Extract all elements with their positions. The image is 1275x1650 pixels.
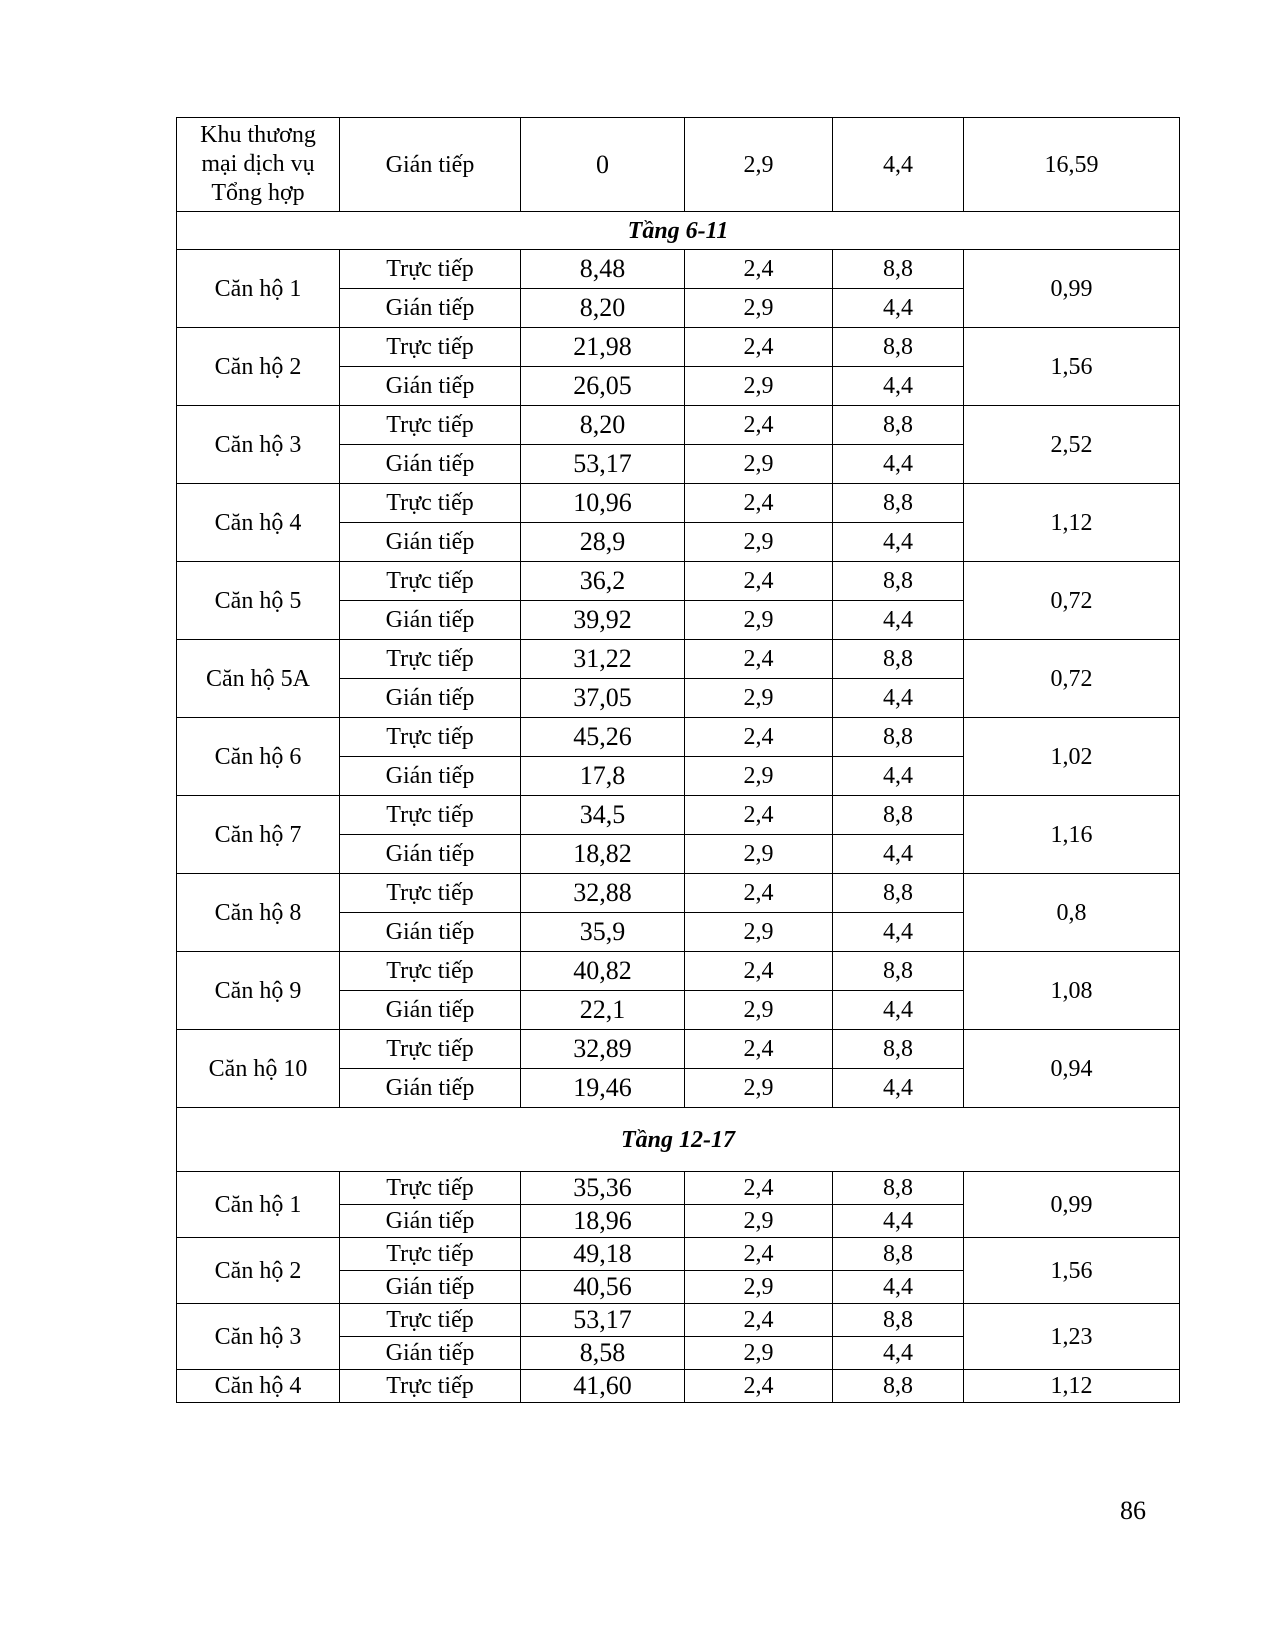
factor-a-cell: 2,9 — [685, 1337, 833, 1370]
factor-a-cell: 2,4 — [685, 874, 833, 913]
result-cell: 0,99 — [964, 1172, 1180, 1238]
factor-b-cell: 8,8 — [833, 640, 964, 679]
value-cell: 21,98 — [521, 328, 685, 367]
value-cell: 53,17 — [521, 1304, 685, 1337]
type-cell: Trực tiếp — [340, 718, 521, 757]
type-cell: Trực tiếp — [340, 1030, 521, 1069]
value-cell: 41,60 — [521, 1370, 685, 1403]
type-cell: Trực tiếp — [340, 562, 521, 601]
type-cell: Gián tiếp — [340, 757, 521, 796]
unit-name-cell: Căn hộ 2 — [177, 328, 340, 406]
table-row — [177, 640, 1180, 679]
factor-a-cell: 2,9 — [685, 445, 833, 484]
factor-b-cell: 4,4 — [833, 118, 964, 212]
table-row — [177, 1172, 1180, 1205]
factor-b-cell: 4,4 — [833, 835, 964, 874]
factor-b-cell: 4,4 — [833, 757, 964, 796]
factor-b-cell: 8,8 — [833, 328, 964, 367]
factor-a-cell: 2,4 — [685, 328, 833, 367]
factor-a-cell: 2,4 — [685, 1172, 833, 1205]
unit-name-cell: Căn hộ 4 — [177, 1370, 340, 1403]
factor-a-cell: 2,9 — [685, 118, 833, 212]
table-row — [177, 718, 1180, 757]
result-cell: 0,72 — [964, 640, 1180, 718]
factor-b-cell: 4,4 — [833, 1271, 964, 1304]
result-cell: 1,56 — [964, 328, 1180, 406]
factor-b-cell: 4,4 — [833, 913, 964, 952]
table-row — [177, 1304, 1180, 1337]
value-cell: 18,96 — [521, 1205, 685, 1238]
value-cell: 18,82 — [521, 835, 685, 874]
factor-b-cell: 8,8 — [833, 874, 964, 913]
type-cell: Gián tiếp — [340, 601, 521, 640]
value-cell: 49,18 — [521, 1238, 685, 1271]
factor-b-cell: 4,4 — [833, 289, 964, 328]
factor-b-cell: 8,8 — [833, 952, 964, 991]
type-cell: Trực tiếp — [340, 952, 521, 991]
type-cell: Gián tiếp — [340, 1337, 521, 1370]
type-cell: Trực tiếp — [340, 328, 521, 367]
result-cell: 1,23 — [964, 1304, 1180, 1370]
type-cell: Trực tiếp — [340, 406, 521, 445]
result-cell: 1,02 — [964, 718, 1180, 796]
factor-a-cell: 2,9 — [685, 1069, 833, 1108]
table-row — [177, 328, 1180, 367]
value-cell: 37,05 — [521, 679, 685, 718]
factor-a-cell: 2,9 — [685, 991, 833, 1030]
value-cell: 40,82 — [521, 952, 685, 991]
table-row — [177, 1030, 1180, 1069]
table-row — [177, 874, 1180, 913]
factor-b-cell: 4,4 — [833, 523, 964, 562]
value-cell: 39,92 — [521, 601, 685, 640]
table-row — [177, 1238, 1180, 1271]
factor-a-cell: 2,4 — [685, 250, 833, 289]
unit-name-cell: Căn hộ 5 — [177, 562, 340, 640]
section-header-row — [177, 1108, 1180, 1172]
table-body — [177, 118, 1180, 1403]
value-cell: 45,26 — [521, 718, 685, 757]
result-cell: 1,12 — [964, 484, 1180, 562]
factor-b-cell: 8,8 — [833, 796, 964, 835]
factor-b-cell: 4,4 — [833, 679, 964, 718]
result-cell: 1,12 — [964, 1370, 1180, 1403]
table-row — [177, 250, 1180, 289]
factor-b-cell: 4,4 — [833, 991, 964, 1030]
type-cell: Gián tiếp — [340, 118, 521, 212]
type-cell: Gián tiếp — [340, 1069, 521, 1108]
value-cell: 40,56 — [521, 1271, 685, 1304]
factor-a-cell: 2,4 — [685, 1304, 833, 1337]
type-cell: Trực tiếp — [340, 640, 521, 679]
value-cell: 32,88 — [521, 874, 685, 913]
result-cell: 0,72 — [964, 562, 1180, 640]
unit-name-cell: Căn hộ 6 — [177, 718, 340, 796]
factor-b-cell: 8,8 — [833, 1238, 964, 1271]
table-row — [177, 406, 1180, 445]
factor-a-cell: 2,9 — [685, 367, 833, 406]
type-cell: Trực tiếp — [340, 250, 521, 289]
type-cell: Gián tiếp — [340, 445, 521, 484]
type-cell: Trực tiếp — [340, 874, 521, 913]
factor-b-cell: 8,8 — [833, 1030, 964, 1069]
value-cell: 32,89 — [521, 1030, 685, 1069]
result-cell: 1,16 — [964, 796, 1180, 874]
result-cell: 0,99 — [964, 250, 1180, 328]
result-cell: 0,94 — [964, 1030, 1180, 1108]
table-row — [177, 484, 1180, 523]
unit-name-cell: Căn hộ 3 — [177, 406, 340, 484]
factor-a-cell: 2,9 — [685, 601, 833, 640]
unit-name-cell: Căn hộ 3 — [177, 1304, 340, 1370]
value-cell: 8,20 — [521, 406, 685, 445]
factor-b-cell: 4,4 — [833, 1337, 964, 1370]
factor-b-cell: 4,4 — [833, 1205, 964, 1238]
table-row — [177, 796, 1180, 835]
type-cell: Gián tiếp — [340, 289, 521, 328]
unit-name-cell: Căn hộ 1 — [177, 250, 340, 328]
section-title: Tầng 12-17 — [177, 1108, 1180, 1172]
value-cell: 28,9 — [521, 523, 685, 562]
factor-a-cell: 2,4 — [685, 1238, 833, 1271]
factor-b-cell: 4,4 — [833, 445, 964, 484]
data-table — [176, 117, 1180, 1403]
factor-b-cell: 8,8 — [833, 1370, 964, 1403]
unit-name-cell: Căn hộ 4 — [177, 484, 340, 562]
value-cell: 19,46 — [521, 1069, 685, 1108]
factor-a-cell: 2,4 — [685, 640, 833, 679]
factor-b-cell: 4,4 — [833, 1069, 964, 1108]
page-number: 86 — [1120, 1496, 1146, 1525]
value-cell: 53,17 — [521, 445, 685, 484]
factor-a-cell: 2,9 — [685, 523, 833, 562]
type-cell: Trực tiếp — [340, 1172, 521, 1205]
value-cell: 17,8 — [521, 757, 685, 796]
unit-name-cell: Căn hộ 2 — [177, 1238, 340, 1304]
value-cell: 8,48 — [521, 250, 685, 289]
type-cell: Gián tiếp — [340, 835, 521, 874]
factor-a-cell: 2,4 — [685, 562, 833, 601]
value-cell: 10,96 — [521, 484, 685, 523]
type-cell: Trực tiếp — [340, 796, 521, 835]
unit-name-cell: Căn hộ 9 — [177, 952, 340, 1030]
factor-a-cell: 2,9 — [685, 757, 833, 796]
result-cell: 1,56 — [964, 1238, 1180, 1304]
factor-b-cell: 8,8 — [833, 562, 964, 601]
value-cell: 22,1 — [521, 991, 685, 1030]
result-cell: 1,08 — [964, 952, 1180, 1030]
factor-a-cell: 2,4 — [685, 952, 833, 991]
type-cell: Gián tiếp — [340, 913, 521, 952]
unit-name-cell: Căn hộ 7 — [177, 796, 340, 874]
factor-a-cell: 2,4 — [685, 718, 833, 757]
type-cell: Gián tiếp — [340, 1205, 521, 1238]
factor-a-cell: 2,4 — [685, 406, 833, 445]
table-row — [177, 952, 1180, 991]
type-cell: Trực tiếp — [340, 1238, 521, 1271]
factor-a-cell: 2,9 — [685, 835, 833, 874]
factor-b-cell: 4,4 — [833, 367, 964, 406]
type-cell: Gián tiếp — [340, 1271, 521, 1304]
value-cell: 34,5 — [521, 796, 685, 835]
section-header-row — [177, 212, 1180, 250]
type-cell: Trực tiếp — [340, 1370, 521, 1403]
type-cell: Gián tiếp — [340, 523, 521, 562]
type-cell: Gián tiếp — [340, 991, 521, 1030]
factor-a-cell: 2,9 — [685, 289, 833, 328]
factor-a-cell: 2,9 — [685, 913, 833, 952]
value-cell: 35,9 — [521, 913, 685, 952]
factor-b-cell: 8,8 — [833, 250, 964, 289]
value-cell: 0 — [521, 118, 685, 212]
factor-a-cell: 2,4 — [685, 1030, 833, 1069]
unit-name-cell: Khu thương mại dịch vụ Tổng hợp — [177, 118, 340, 212]
result-cell: 0,8 — [964, 874, 1180, 952]
unit-name-cell: Căn hộ 5A — [177, 640, 340, 718]
factor-b-cell: 8,8 — [833, 484, 964, 523]
type-cell: Trực tiếp — [340, 484, 521, 523]
factor-b-cell: 8,8 — [833, 718, 964, 757]
factor-a-cell: 2,4 — [685, 484, 833, 523]
table-row — [177, 562, 1180, 601]
result-cell: 16,59 — [964, 118, 1180, 212]
factor-b-cell: 8,8 — [833, 1304, 964, 1337]
value-cell: 8,58 — [521, 1337, 685, 1370]
unit-name-cell: Căn hộ 1 — [177, 1172, 340, 1238]
factor-a-cell: 2,9 — [685, 1205, 833, 1238]
unit-name-cell: Căn hộ 10 — [177, 1030, 340, 1108]
value-cell: 35,36 — [521, 1172, 685, 1205]
value-cell: 8,20 — [521, 289, 685, 328]
factor-b-cell: 8,8 — [833, 406, 964, 445]
type-cell: Gián tiếp — [340, 367, 521, 406]
table-row — [177, 118, 1180, 212]
factor-a-cell: 2,9 — [685, 1271, 833, 1304]
factor-a-cell: 2,4 — [685, 796, 833, 835]
section-title: Tầng 6-11 — [177, 212, 1180, 250]
type-cell: Gián tiếp — [340, 679, 521, 718]
result-cell: 2,52 — [964, 406, 1180, 484]
factor-b-cell: 4,4 — [833, 601, 964, 640]
value-cell: 31,22 — [521, 640, 685, 679]
table-row — [177, 1370, 1180, 1403]
value-cell: 36,2 — [521, 562, 685, 601]
factor-a-cell: 2,9 — [685, 679, 833, 718]
factor-b-cell: 8,8 — [833, 1172, 964, 1205]
type-cell: Trực tiếp — [340, 1304, 521, 1337]
value-cell: 26,05 — [521, 367, 685, 406]
factor-a-cell: 2,4 — [685, 1370, 833, 1403]
unit-name-cell: Căn hộ 8 — [177, 874, 340, 952]
